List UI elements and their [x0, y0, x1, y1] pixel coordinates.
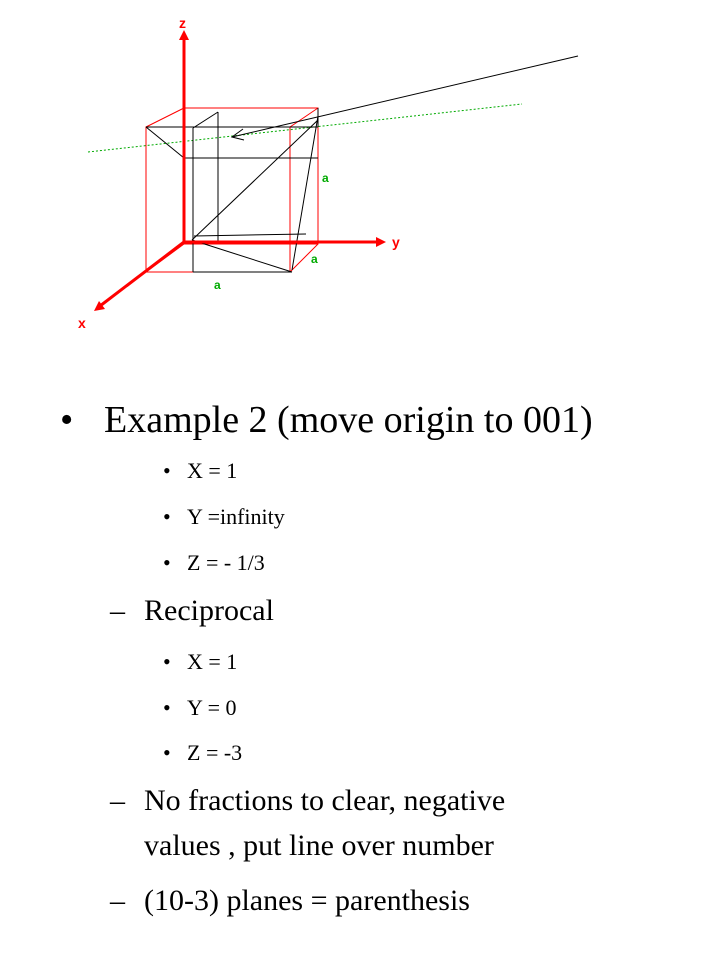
dash-marker: –	[110, 784, 125, 817]
dash-marker: –	[110, 884, 125, 917]
bullet-marker: •	[163, 740, 171, 765]
y-axis-label: y	[392, 234, 400, 250]
edge-label-vertical: a	[322, 171, 329, 185]
bullet-marker: •	[163, 504, 171, 529]
intercept-x: X = 1	[187, 458, 238, 483]
bullet-marker: •	[163, 695, 171, 720]
dash-marker: –	[110, 594, 125, 627]
reciprocal-y: Y = 0	[187, 695, 237, 720]
reciprocal-x: X = 1	[187, 649, 238, 674]
note-line-1: No fractions to clear, negative	[144, 784, 506, 817]
bullet-marker: •	[60, 399, 74, 441]
edge-label-depth: a	[311, 252, 318, 266]
reciprocal-label: Reciprocal	[144, 594, 274, 627]
bullet-marker: •	[163, 458, 171, 483]
intercept-y: Y =infinity	[187, 504, 285, 529]
planes-text: (10-3) planes = parenthesis	[144, 884, 470, 917]
note-line-2: values , put line over number	[144, 829, 494, 862]
reciprocal-z: Z = -3	[187, 740, 243, 765]
bullet-marker: •	[163, 550, 171, 575]
edge-label-bottom: a	[214, 278, 221, 292]
x-axis-label: x	[78, 315, 86, 331]
heading-text: Example 2 (move origin to 001)	[104, 399, 593, 441]
z-axis-label: z	[179, 15, 186, 31]
intercept-z: Z = - 1/3	[187, 550, 265, 575]
bullet-marker: •	[163, 649, 171, 674]
